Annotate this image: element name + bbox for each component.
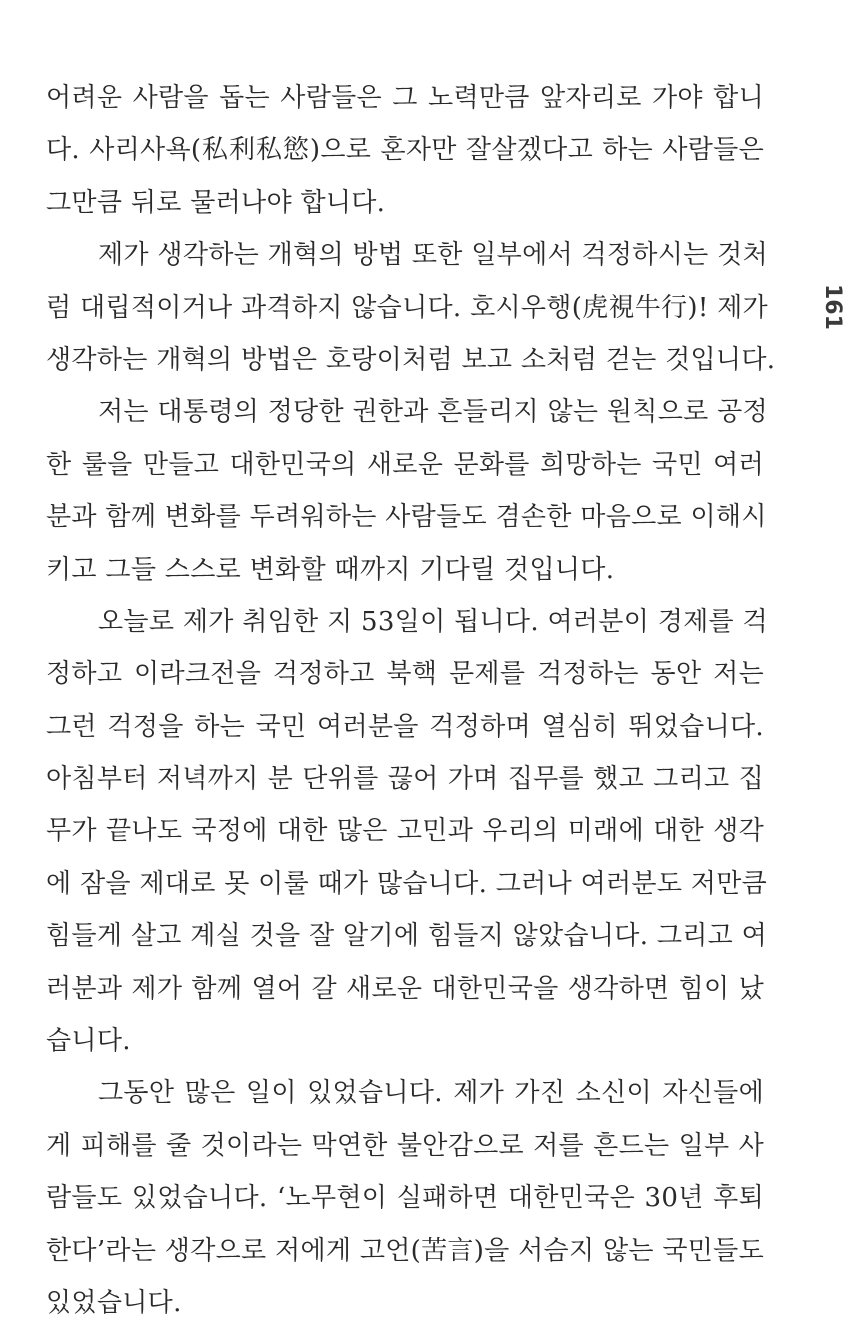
text-line: 그만큼 뒤로 물러나야 합니다.	[46, 187, 386, 218]
text-line: 게 피해를 줄 것이라는 막연한 불안감으로 저를 흔드는 일부 사	[46, 1130, 764, 1161]
paragraph	[46, 235, 776, 392]
paragraph	[46, 392, 768, 602]
text-line: 키고 그들 스스로 변화할 때까지 기다릴 것입니다.	[46, 554, 615, 585]
text-line: 정하고 이라크전을 걱정하고 북핵 문제를 걱정하는 동안 저는	[46, 659, 764, 690]
text-line: 한다’라는 생각으로 저에게 고언(苦言)을 서슴지 않는 국민들도	[46, 1235, 765, 1266]
text-line: 무가 끝나도 국정에 대한 많은 고민과 우리의 미래에 대한 생각	[46, 816, 764, 847]
text-line: 힘들게 살고 계실 것을 잘 알기에 힘들지 않았습니다. 그리고 여	[46, 921, 768, 952]
text-line: 럼 대립적이거나 과격하지 않습니다. 호시우행(虎視牛行)! 제가	[46, 292, 768, 323]
paragraph	[46, 602, 768, 1074]
text-line: 그런 걱정을 하는 국민 여러분을 걱정하며 열심히 뛰었습니다.	[46, 711, 764, 742]
text-line: 습니다.	[46, 1026, 131, 1057]
text-line: 오늘로 제가 취임한 지 53일이 됩니다. 여러분이 경제를 걱	[98, 606, 768, 637]
text-line: 한 룰을 만들고 대한민국의 새로운 문화를 희망하는 국민 여러	[46, 449, 764, 480]
text-line: 에 잠을 제대로 못 이룰 때가 많습니다. 그러나 여러분도 저만큼	[46, 868, 768, 899]
text-line: 러분과 제가 함께 열어 갈 새로운 대한민국을 생각하면 힘이 났	[46, 973, 764, 1004]
text-line: 제가 생각하는 개혁의 방법 또한 일부에서 걱정하시는 것처	[98, 240, 768, 271]
paragraph	[46, 78, 764, 235]
text-line: 저는 대통령의 정당한 권한과 흔들리지 않는 원칙으로 공정	[98, 397, 768, 428]
text-line: 어려운 사람을 돕는 사람들은 그 노력만큼 앞자리로 가야 합니	[46, 83, 764, 113]
text-line: 다. 사리사욕(私利私慾)으로 혼자만 잘살겠다고 하는 사람들은	[46, 135, 764, 166]
paragraph	[46, 1073, 764, 1335]
text-line: 있었습니다.	[46, 1287, 182, 1318]
text-line: 생각하는 개혁의 방법은 호랑이처럼 보고 소처럼 걷는 것입니다.	[46, 344, 776, 375]
text-line: 아침부터 저녁까지 분 단위를 끊어 가며 집무를 했고 그리고 집	[46, 764, 764, 795]
body-text	[46, 78, 776, 1335]
text-line: 분과 함께 변화를 두려워하는 사람들도 겸손한 마음으로 이해시	[46, 502, 767, 533]
text-line: 람들도 있었습니다. ‘노무현이 실패하면 대한민국은 30년 후퇴	[46, 1183, 764, 1214]
page-number: 161	[820, 284, 845, 330]
text-line: 그동안 많은 일이 있었습니다. 제가 가진 소신이 자신들에	[98, 1078, 764, 1109]
